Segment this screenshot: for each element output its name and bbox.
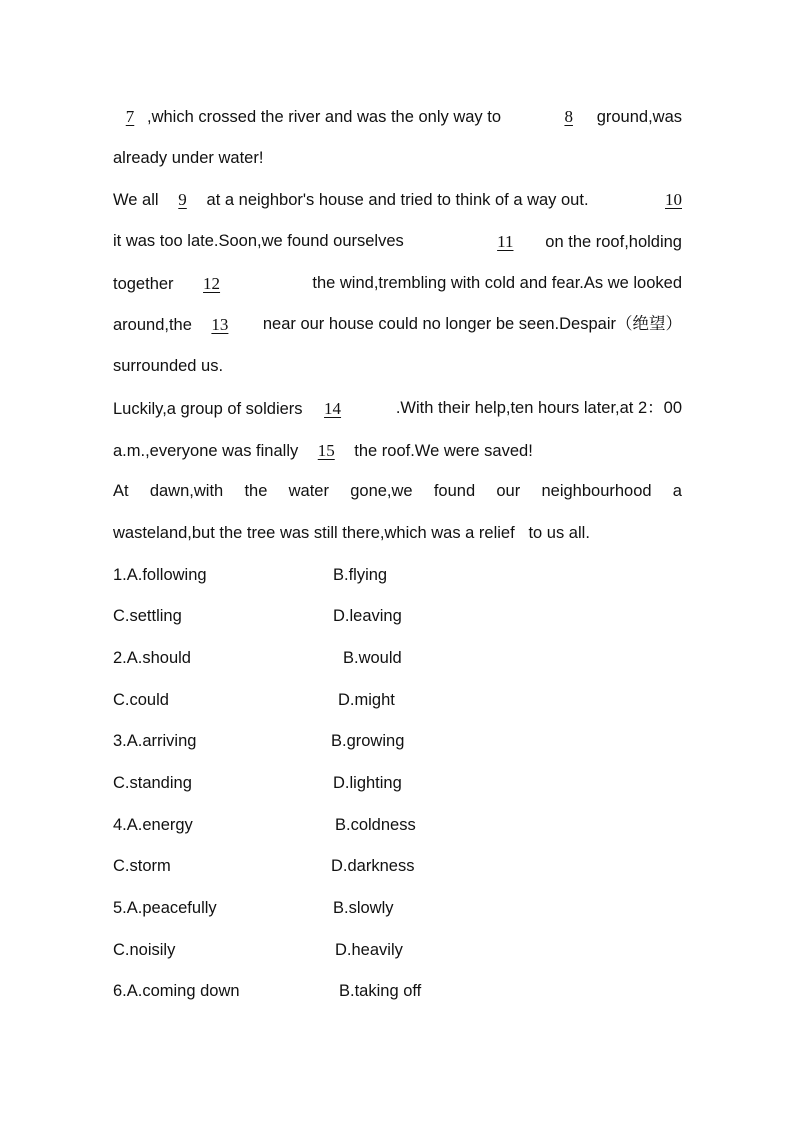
line-8-text-a: Luckily,a group of soldiers: [113, 399, 303, 418]
option-row: [113, 638, 682, 680]
option-b: B.flying: [333, 565, 388, 584]
option-d: D.heavily: [335, 940, 403, 959]
line-6-text-a: around,the: [113, 316, 192, 335]
line-3-text-b: at a neighbor's house and tried to think of a way out.: [206, 191, 589, 210]
option-row: [113, 680, 682, 722]
passage-line-6: [113, 304, 682, 346]
line-9-text-a: a.m.,everyone was finally: [113, 441, 299, 460]
options-list: [113, 555, 682, 1014]
option-a: 2.A.should: [113, 648, 191, 667]
blank-11: 11: [497, 232, 514, 252]
option-row: [113, 888, 682, 930]
passage-line-3: [113, 179, 682, 221]
option-c: C.settling: [113, 607, 182, 626]
option-a: 1.A.following: [113, 565, 207, 584]
line-4-text-a: it was too late.Soon,we found ourselves: [113, 232, 404, 251]
option-b: B.growing: [331, 732, 405, 751]
option-row: [113, 846, 682, 888]
option-row: [113, 721, 682, 763]
option-b: B.slowly: [333, 899, 394, 918]
option-row: [113, 930, 682, 972]
option-a: 3.A.arriving: [113, 732, 197, 751]
passage-line-2: already under water!: [113, 148, 264, 167]
line-3-text-a: We all: [113, 191, 159, 210]
option-row: [113, 596, 682, 638]
line-1-end: [541, 96, 682, 138]
line-6-start: [113, 304, 248, 346]
passage-line-4: [113, 221, 682, 263]
passage-line-1: [113, 96, 682, 138]
blank-14: 14: [324, 398, 342, 418]
option-row: [113, 971, 682, 1013]
option-a: 6.A.coming down: [113, 982, 240, 1001]
line-1-start: [113, 96, 501, 138]
line-3-start: [113, 179, 589, 221]
passage-line-7: surrounded us.: [113, 357, 224, 376]
line-4-end: [465, 221, 682, 263]
option-a: 4.A.energy: [113, 815, 193, 834]
option-c: C.standing: [113, 774, 192, 792]
blank-7: 7: [125, 107, 135, 126]
line-8-start: [113, 388, 363, 430]
line-5-start: [113, 263, 250, 305]
option-b: B.coldness: [335, 815, 416, 834]
passage-line-5: [113, 263, 682, 305]
blank-15: 15: [317, 440, 335, 460]
line-8-text-b: .With their help,ten hours later,at 2：00: [395, 398, 682, 417]
blank-12: 12: [203, 273, 221, 293]
passage-line-8: [113, 388, 682, 430]
option-d: D.might: [338, 690, 395, 709]
blank-10: 10: [665, 190, 682, 210]
option-d: D.darkness: [331, 857, 415, 876]
blank-13: 13: [211, 315, 229, 335]
line-9-text-b: the roof.We were saved!: [354, 441, 533, 460]
option-c: C.noisily: [113, 940, 176, 959]
line-1-text-a: ,which crossed the river and was the only way to: [147, 108, 502, 126]
option-d: D.lighting: [333, 774, 402, 792]
blank-8: 8: [564, 107, 573, 126]
line-4-text-b: on the roof,holding: [545, 233, 682, 252]
option-b: B.would: [343, 648, 402, 667]
passage-line-9: [113, 430, 682, 472]
line-6-text-b: near our house could no longer be seen.Despair（绝望）: [262, 315, 682, 334]
option-d: D.leaving: [333, 607, 402, 626]
passage-line-10: At dawn,with the water gone,we found our neighbourhood a: [113, 482, 682, 501]
line-5-text-b: the wind,trembling with cold and fear.As we looked: [312, 273, 682, 292]
passage-line-11: wasteland,but the tree was still there,which was a relief to us all.: [113, 523, 590, 542]
blank-9: 9: [178, 190, 187, 210]
line-5-text-a: together: [113, 274, 174, 293]
line-1-text-b: ground,was: [596, 108, 682, 126]
option-row: [113, 763, 682, 805]
option-a: 5.A.peacefully: [113, 899, 217, 918]
option-row: [113, 555, 682, 597]
option-c: C.could: [113, 690, 169, 709]
option-b: B.taking off: [339, 982, 422, 1001]
option-c: C.storm: [113, 857, 171, 876]
document-page: [113, 96, 682, 1013]
option-row: [113, 805, 682, 847]
